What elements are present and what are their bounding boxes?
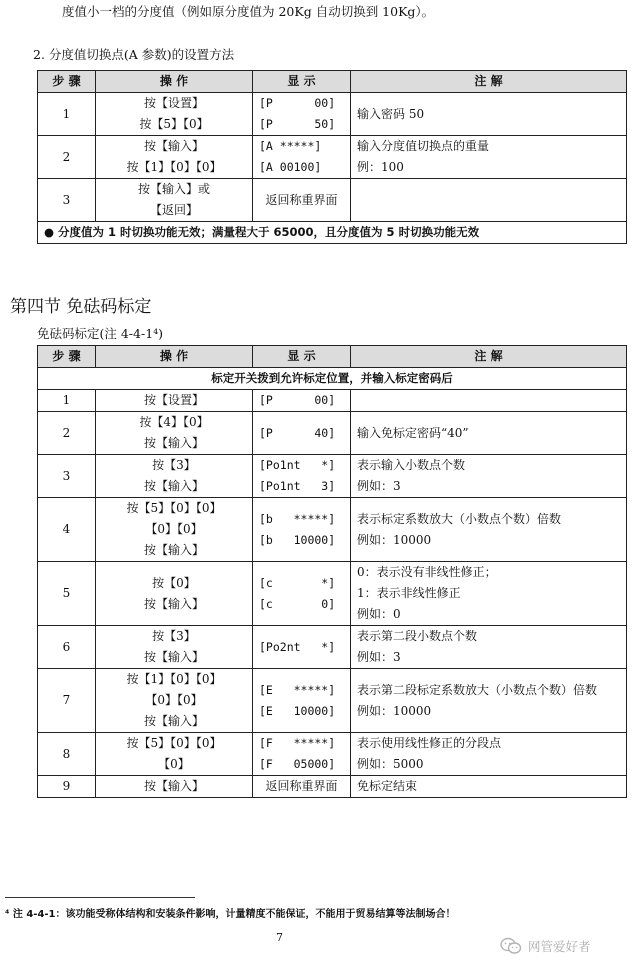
display-cell — [253, 93, 351, 136]
step-cell — [38, 412, 96, 455]
display-cell-line: [E 10000] — [259, 703, 336, 718]
note-cell-line: 例如：5000 — [357, 757, 424, 771]
table-range-switch — [37, 70, 627, 244]
step-cell-line: 4 — [62, 522, 71, 536]
display-cell-line: [E *****] — [259, 682, 336, 697]
operation-cell-line: 按【输入】 — [143, 139, 204, 153]
operation-cell-line: 【返回】 — [149, 203, 198, 217]
step-cell-line: 1 — [62, 393, 71, 407]
watermark — [500, 937, 591, 955]
table-row — [38, 669, 627, 733]
operation-cell-line: 按【输入】 — [143, 479, 204, 493]
note-cell-line: 输入密码 50 — [357, 106, 425, 121]
subheading: 2. 分度值切换点(A 参数)的设置方法 — [33, 47, 235, 62]
operation-cell-line: 按【设置】 — [143, 393, 204, 407]
table-row — [38, 562, 627, 626]
display-cell — [253, 498, 351, 562]
operation-cell — [96, 412, 253, 455]
table-row — [38, 136, 627, 179]
table-band-row — [38, 368, 627, 390]
display-cell — [253, 669, 351, 733]
note-cell — [351, 733, 627, 776]
wechat-icon — [500, 937, 522, 955]
intro-text: 度值小一档的分度值（例如原分度值为 20Kg 自动切换到 10Kg）。 — [62, 4, 435, 19]
header-operation: 操 作 — [96, 71, 253, 93]
header-step: 步 骤 — [38, 71, 96, 93]
table-row — [38, 93, 627, 136]
footnote: ⁴ 注 4-4-1：该功能受称体结构和安装条件影响，计量精度不能保证，不能用于贸易结算等法制场合！ — [5, 909, 456, 920]
operation-cell-line: 按【1】【0】【0】 — [126, 672, 222, 686]
operation-cell-line: 按【0】 — [152, 575, 196, 590]
note-cell-line: 表示标定系数放大（小数点个数）倍数 — [357, 511, 562, 526]
operation-cell-line: 按【输入】 — [143, 596, 204, 611]
note-cell — [351, 562, 627, 626]
note-cell-line: 输入免标定密码“40” — [357, 425, 469, 440]
note-cell — [351, 412, 627, 455]
step-cell-line: 6 — [62, 639, 71, 654]
display-cell-line: [P 40] — [259, 425, 336, 440]
display-cell-line: [A *****] — [259, 139, 322, 153]
operation-cell — [96, 455, 253, 498]
display-cell — [253, 626, 351, 669]
step-cell — [38, 562, 96, 626]
operation-cell — [96, 136, 253, 179]
note-cell — [351, 390, 627, 412]
note-cell-line: 例如：0 — [357, 607, 401, 621]
display-cell-line: [A 00100] — [259, 160, 322, 174]
table-weightless-calibration — [37, 345, 627, 798]
step-cell-line: 3 — [62, 192, 71, 207]
header-note: 注 解 — [351, 71, 627, 93]
note-cell-line: 例如：10000 — [357, 703, 432, 718]
step-cell-line: 5 — [62, 586, 71, 600]
header-note: 注 解 — [351, 346, 627, 368]
note-cell — [351, 669, 627, 733]
display-cell — [253, 733, 351, 776]
operation-cell — [96, 626, 253, 669]
step-cell-line: 2 — [62, 149, 71, 164]
table-header-row — [38, 71, 627, 93]
page-number: 7 — [276, 931, 283, 944]
step-cell-line: 2 — [62, 425, 71, 440]
operation-cell-line: 按【3】 — [152, 458, 196, 472]
table-body — [38, 346, 627, 798]
step-cell — [38, 93, 96, 136]
operation-cell-line: 按【4】【0】 — [139, 415, 209, 429]
note-cell — [351, 93, 627, 136]
note-cell — [351, 179, 627, 222]
operation-cell — [96, 498, 253, 562]
display-cell-line: [b 10000] — [259, 532, 336, 547]
table-row — [38, 626, 627, 669]
display-cell-line: [Po1nt 3] — [259, 479, 336, 493]
operation-cell-line: 按【输入】 — [143, 436, 204, 450]
header-display: 显 示 — [253, 346, 351, 368]
band-note: 标定开关拨到允许标定位置，并输入标定密码后 — [38, 368, 627, 390]
operation-cell — [96, 669, 253, 733]
operation-cell-line: 按【输入】 — [143, 714, 204, 728]
footer-note: ● 分度值为 1 时切换功能无效；满量程大于 65000，且分度值为 5 时切换功能无效 — [38, 222, 627, 244]
operation-cell-line: 按【1】【0】【0】 — [126, 160, 222, 174]
operation-cell-line: 【0】【0】 — [145, 693, 203, 707]
table-row — [38, 455, 627, 498]
display-cell — [253, 179, 351, 222]
display-cell-line: [P 00] — [259, 393, 336, 407]
step-cell — [38, 455, 96, 498]
note-cell-line: 表示输入小数点个数 — [357, 458, 466, 472]
footnote-rule — [5, 897, 195, 898]
step-cell-line: 1 — [62, 106, 71, 121]
operation-cell-line: 按【5】【0】【0】 — [126, 736, 222, 750]
note-cell-line: 输入分度值切换点的重量 — [357, 139, 490, 153]
step-cell — [38, 498, 96, 562]
operation-cell-line: 【0】 — [158, 757, 190, 771]
step-cell — [38, 179, 96, 222]
note-cell-line: 例如：3 — [357, 479, 401, 493]
step-cell — [38, 733, 96, 776]
operation-cell-line: 按【5】【0】【0】 — [126, 501, 222, 515]
display-cell — [253, 412, 351, 455]
display-cell-line: [F *****] — [259, 736, 336, 750]
display-cell-line: [F 05000] — [259, 757, 336, 771]
display-cell — [253, 390, 351, 412]
table-row — [38, 390, 627, 412]
note-cell-line: 0：表示没有非线性修正； — [357, 565, 497, 579]
note-cell-line: 1：表示非线性修正 — [357, 586, 461, 600]
display-cell-line: [c *] — [259, 575, 336, 590]
note-cell — [351, 498, 627, 562]
operation-cell-line: 按【设置】 — [143, 96, 204, 110]
operation-cell — [96, 93, 253, 136]
display-cell-line: [P 50] — [259, 117, 336, 131]
operation-cell-line: 按【输入】 — [143, 779, 204, 793]
step-cell-line: 8 — [62, 746, 71, 761]
step-cell — [38, 669, 96, 733]
table-row — [38, 412, 627, 455]
display-cell-line: [P 00] — [259, 96, 336, 110]
operation-cell-line: 按【输入】或 — [137, 182, 210, 196]
display-cell-line: [c 0] — [259, 596, 336, 611]
header-operation: 操 作 — [96, 346, 253, 368]
header-display: 显 示 — [253, 71, 351, 93]
table-row — [38, 733, 627, 776]
note-cell — [351, 776, 627, 798]
operation-cell — [96, 562, 253, 626]
step-cell — [38, 390, 96, 412]
table-caption: 免砝码标定(注 4-4-1⁴) — [37, 326, 164, 341]
step-cell-line: 7 — [62, 693, 71, 707]
note-cell-line: 表示第二段标定系数放大（小数点个数）倍数 — [357, 682, 598, 697]
table-footer-row — [38, 222, 627, 244]
operation-cell-line: 按【输入】 — [143, 650, 204, 664]
operation-cell — [96, 776, 253, 798]
operation-cell — [96, 733, 253, 776]
note-cell-line: 免标定结束 — [357, 779, 418, 793]
display-cell-line: [Po2nt *] — [259, 639, 336, 654]
note-cell — [351, 626, 627, 669]
note-cell-line: 表示第二段小数点个数 — [357, 629, 478, 643]
operation-cell — [96, 179, 253, 222]
display-cell-line: 返回称重界面 — [265, 779, 338, 793]
header-step: 步 骤 — [38, 346, 96, 368]
operation-cell-line: 按【输入】 — [143, 543, 204, 557]
note-cell — [351, 136, 627, 179]
note-cell — [351, 455, 627, 498]
note-cell-line: 表示使用线性修正的分段点 — [357, 736, 502, 750]
display-cell — [253, 562, 351, 626]
operation-cell — [96, 390, 253, 412]
table-header-row — [38, 346, 627, 368]
table-row — [38, 179, 627, 222]
display-cell — [253, 455, 351, 498]
operation-cell-line: 【0】【0】 — [145, 522, 203, 536]
note-cell-line: 例如：3 — [357, 650, 401, 664]
section-title: 第四节 免砝码标定 — [10, 297, 152, 317]
step-cell — [38, 136, 96, 179]
table-row — [38, 498, 627, 562]
table-row — [38, 776, 627, 798]
display-cell-line: [b *****] — [259, 511, 336, 526]
watermark-text: 网管爱好者 — [528, 939, 591, 954]
operation-cell-line: 按【3】 — [152, 629, 196, 643]
operation-cell-line: 按【5】【0】 — [139, 117, 209, 131]
step-cell — [38, 626, 96, 669]
step-cell — [38, 776, 96, 798]
display-cell — [253, 136, 351, 179]
display-cell-line: [Po1nt *] — [259, 458, 336, 472]
display-cell — [253, 776, 351, 798]
note-cell-line: 例：100 — [357, 160, 404, 174]
step-cell-line: 3 — [62, 468, 71, 483]
note-cell-line: 例如：10000 — [357, 532, 432, 547]
step-cell-line: 9 — [62, 779, 71, 793]
display-cell-line: 返回称重界面 — [265, 192, 338, 207]
table-body — [38, 71, 627, 244]
